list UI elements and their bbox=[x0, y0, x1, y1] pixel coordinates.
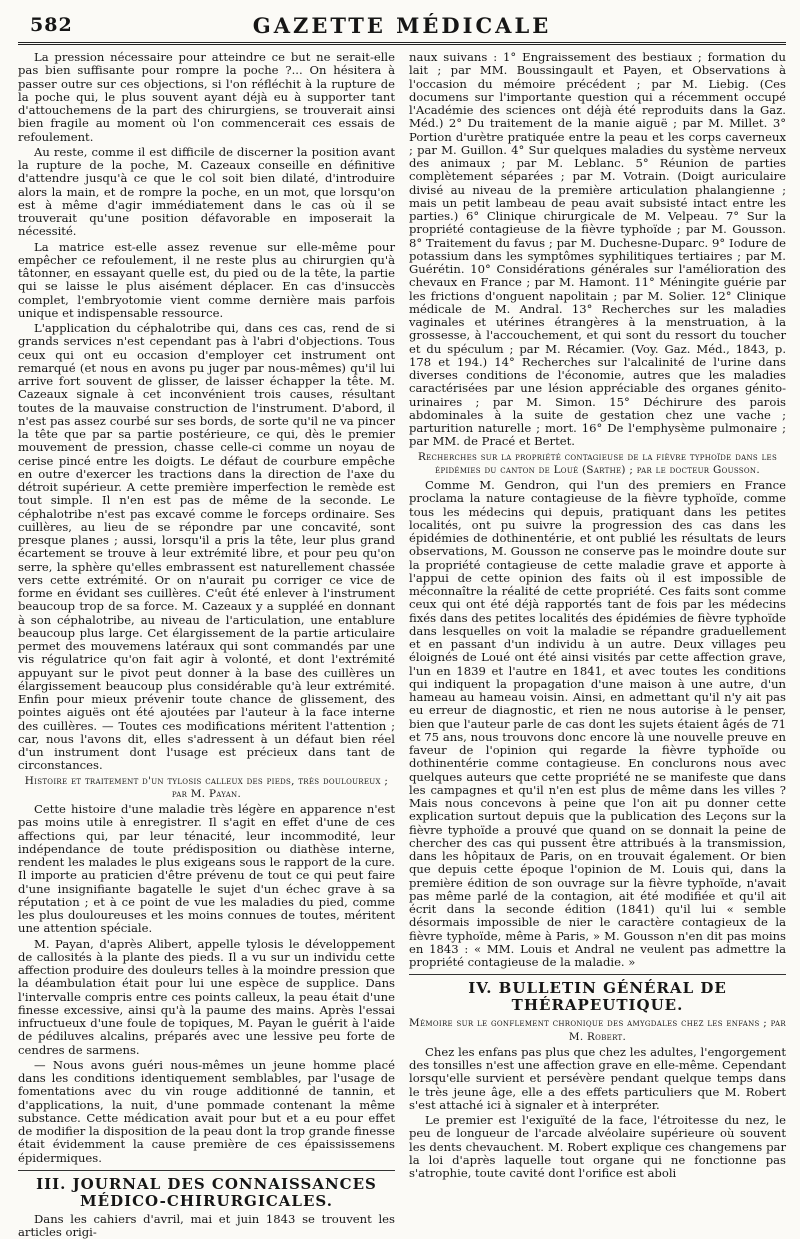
paragraph: La matrice est-elle assez revenue sur elle-même pour empêcher ce refoulement, il ne reste plus au chirurgien qu'à tâtonner, en essayant quelle est, du pied ou de la tête, la partie qui se laisse le plus aisément déplacer. En cas d'insuccès complet, l'embryotomie vient comme dernière mais parfois unique et indispensable ressource. bbox=[18, 239, 395, 320]
paragraph: — Nous avons guéri nous-mêmes un jeune homme placé dans les conditions identiquement semblables, par l'usage de fomentations avec du vin rouge additionné de tannin, et d'applications, la nuit, d'une pommade contenant la même substance. Cette médication avait pour but et a eu pour effet de modifier la disposition de la peau dont la trop grande finesse était évidemment la cause première de ces épaississemens épidermiques. bbox=[18, 1057, 395, 1165]
right-column bbox=[409, 50, 786, 1180]
paragraph: Dans les cahiers d'avril, mai et juin 1843 se trouvent les articles origi- bbox=[18, 1211, 395, 1239]
paragraph: M. Payan, d'après Alibert, appelle tylosis le développement de callosités à la plante des pieds. Il a vu sur un individu cette affection produire des douleurs telles à la moindre pression que la déambulation était pour lui une espèce de supplice. Dans l'intervalle compris entre ces points calleux, la peau était d'une finesse excessive, ainsi qu'à la paume des mains. Après l'essai infructueux d'une foule de topiques, M. Payan le guérit à l'aide de pédiluves alcalins, préparés avec une lessive peu forte de cendres de sarmens. bbox=[18, 936, 395, 1057]
paragraph: naux suivans : 1° Engraissement des bestiaux ; formation du lait ; par MM. Boussingault et Payen, et Observations à l'occasion du mémoire précédent ; par M. Liebig. (Ces documens sur l'importante question qui a récemment occupé l'Académie des sciences ont déjà été reproduits dans la Gaz. Méd.) 2° Du traitement de la manie aiguë ; par M. Millet. 3° Portion d'urètre pratiquée entre la peau et les corps caverneux ; par M. Guillon. 4° Sur quelques maladies du système nerveux des animaux ; par M. Leblanc. 5° Réunion de parties complètement séparées ; par M. Votrain. (Doigt auriculaire divisé au niveau de la première articulation phalangienne ; mais un petit lambeau de peau avait subsisté intact entre les parties.) 6° Clinique chirurgicale de M. Velpeau. 7° Sur la propriété contagieuse de la fièvre typhoïde ; par M. Gousson. 8° Traitement du favus ; par M. Duchesne-Duparc. 9° Iodure de potassium dans les symptômes syphilitiques tertiaires ; par M. Guérétin. 10° Considérations générales sur l'amélioration des chevaux en France ; par M. Hamont. 11° Méningite guérie par les frictions d'onguent napolitain ; par M. Solier. 12° Clinique médicale de M. Andral. 13° Recherches sur les maladies vaginales et utérines étrangères à la menstruation, à la grossesse, à l'accouchement, et qui sont du ressort du toucher et du spéculum ; par M. Récamier. (Voy. Gaz. Méd., 1843, p. 178 et 194.) 14° Recherches sur l'alcalinité de l'urine dans diverses conditions de l'économie, autres que les maladies caractérisées par une lésion appréciable des organes génito-urinaires ; par M. Simon. 15° Déchirure des parois abdominales à la suite de gestation chez une vache ; parturition naturelle ; mort. 16° De l'emphysème pulmonaire ; par MM. de Pracé et Bertet. bbox=[409, 50, 786, 449]
text-columns bbox=[18, 50, 786, 1239]
section-heading: III. JOURNAL DES CONNAISSANCES MÉDICO-CHIRURGICALES. bbox=[36, 1174, 377, 1210]
paragraph: La pression nécessaire pour atteindre ce but ne serait-elle pas bien suffisante pour rompre la poche ?... On hésitera à passer outre sur ces objections, si l'on réfléchit à la rupture de la poche qui, le plus souvent ayant déjà eu à supporter tant d'attouchemens de la part des chirurgiens, se trouverait ainsi bien fragile au moment où l'on commencerait ces essais de refoulement. bbox=[18, 50, 395, 144]
paragraph: Chez les enfans pas plus que chez les adultes, l'engorgement des tonsilles n'est une affection grave en elle-même. Cependant lorsqu'elle survient et persévère pendant quelque temps dans le très jeune âge, elle a des effets particuliers que M. Robert s'est attaché ici à signaler et à interpréter. bbox=[409, 1044, 786, 1112]
page-number: 582 bbox=[30, 14, 73, 36]
article-subtitle: Histoire et traitement d'un tylosis calleux des pieds, très douloureux ; par M. Payan. bbox=[24, 774, 389, 800]
paragraph: Au reste, comme il est difficile de discerner la position avant la rupture de la poche, M. Cazeaux conseille en définitive d'attendre jusqu'à ce que le col soit bien dilaté, d'introduire alors la main, et de rompre la poche, en un mot, que lorsqu'on est à même d'agir immédiatement dans le cas où il se trouverait qu'une position défavorable en imposerait la nécessité. bbox=[18, 144, 395, 239]
section-divider bbox=[18, 1170, 395, 1171]
article-subtitle: Recherches sur la propriété contagieuse de la fièvre typhoïde dans les épidémies du canton de Loué (Sarthe) ; par le docteur Gousson. bbox=[417, 450, 778, 476]
paragraph: Cette histoire d'une maladie très légère en apparence n'est pas moins utile à enregistrer. Il s'agit en effet d'une de ces affections qui, par leur ténacité, leur incommodité, leur indépendance de toute prédisposition ou diathèse interne, rendent les malades le plus exigeans sous le rapport de la cure. Il importe au praticien d'être prévenu de tout ce qui peut faire d'une insignifiante bagatelle le sujet d'un échec grave à sa réputation ; et à ce point de vue les maladies du pied, comme les plus douloureuses et les moins connues de toutes, méritent une attention spéciale. bbox=[18, 802, 395, 936]
paragraph: Comme M. Gendron, qui l'un des premiers en France proclama la nature contagieuse de la fièvre typhoïde, comme tous les médecins qui depuis, pratiquant dans les petites localités, ont pu suivre la progression des cas dans les épidémies de dothinentérie, et ont publié les résultats de leurs observations, M. Gousson ne conserve pas le moindre doute sur la propriété contagieuse de cette maladie grave et apporte à l'appui de cette opinion des faits où il est impossible de méconnaître la réalité de cette propriété. Ces faits sont comme ceux qui ont été déjà rapportés tant de fois par les médecins fixés dans des petites localités des épidémies de fièvre typhoïde dans lesquelles on voit la maladie se répandre graduellement et en passant d'un individu à un autre. Deux villages peu éloignés de Loué ont été ainsi visités par cette affection grave, l'un en 1839 et l'autre en 1841, et avec toutes les conditions qui indiquent la propagation d'une maison à une autre, d'un hameau au hameau voisin. Ainsi, en admettant qu'il n'y ait pas eu erreur de diagnostic, et rien ne nous autorise à le penser, bien que l'auteur parle de cas dont les sujets étaient âgés de 71 et 75 ans, nous trouvons donc encore là une nouvelle preuve en faveur de l'opinion qui regarde la fièvre typhoïde ou dothinentérie comme contagieuse. En conclurons nous avec quelques auteurs que cette propriété ne se manifeste que dans les campagnes et qu'il n'en est plus de même dans les villes ? Mais nous concevons à peine que l'on ait pu donner cette explication surtout depuis que la publication des Leçons sur la fièvre typhoïde a prouvé que quand on se donnait la peine de chercher des cas qui pussent être attribués à la transmission, dans les hôpitaux de Paris, on en trouvait également. Or bien que depuis cette époque l'opinion de M. Louis qui, dans la première édition de son ouvrage sur la fièvre typhoïde, n'avait pas même parlé de la contagion, ait été modifiée et qu'il ait écrit dans la seconde édition (1841) qu'il lui « semble désormais impossible de nier le caractère contagieux de la fièvre typhoïde, même à Paris, » M. Gousson n'en dit pas moins en 1843 : « MM. Louis et Andral ne veulent pas admettre la propriété contagieuse de la maladie. » bbox=[409, 478, 786, 969]
paragraph: L'application du céphalotribe qui, dans ces cas, rend de si grands services n'est cependant pas à l'abri d'objections. Tous ceux qui ont eu occasion d'employer cet instrument ont remarqué (et nous en avons pu juger par nous-mêmes) qu'il lui arrive fort souvent de glisser, de laisser échapper la tête. M. Cazeaux signale à cet inconvénient trois causes, résultant toutes de la mauvaise construction de l'instrument. D'abord, il n'est pas assez courbé sur ses bords, de sorte qu'il ne va pincer la tête que par sa partie postérieure, ce qui, dès le premier mouvement de pression, chasse celle-ci comme un noyau de cerise pincé entre les doigts. Le défaut de courbure empêche en outre d'exercer les tractions dans la direction de l'axe du détroit supérieur. A cette première imperfection le remède est tout simple. Il n'en est pas de même de la seconde. Le céphalotribe n'est pas excavé comme le forceps ordinaire. Ses cuillères, au lieu de se répondre par une concavité, sont presque planes ; aussi, lorsqu'il a pris la tête, leur plus grand écartement se trouve à leur extrémité libre, et pour peu qu'on serre, la sphère qu'elles embrassent est naturellement chassée vers cette extrémité. Or on n'aurait pu corriger ce vice de forme en évidant ses cuillères. C'eût été enlever à l'instrument beaucoup trop de sa force. M. Cazeaux y a suppléé en donnant à son céphalotribe, au niveau de l'articulation, une entablure beaucoup plus large. Cet élargissement de la partie articulaire permet des mouvemens latéraux qui sont commandés par une vis régulatrice qu'on fait agir à volonté, et dont l'extrémité appuyant sur le pivot peut donner à la base des cuillères un élargissement beaucoup plus considérable qu'à leur extrémité. Enfin pour mieux prévenir toute chance de glissement, des pointes aiguës ont été ajoutées par l'auteur à la face interne des cuillères. — Toutes ces modifications méritent l'attention ; car, nous l'avons dit, elles s'adressent à un défaut bien réel d'un instrument dont l'usage est précieux dans tant de circonstances. bbox=[18, 321, 395, 773]
section-heading: IV. BULLETIN GÉNÉRAL DE THÉRAPEUTIQUE. bbox=[468, 979, 727, 1015]
left-column bbox=[18, 50, 395, 1239]
article-subtitle: Mémoire sur le gonflement chronique des amygdales chez les enfans ; par M. Robert. bbox=[409, 1017, 786, 1043]
section-divider bbox=[409, 974, 786, 975]
page-header bbox=[18, 10, 786, 45]
paragraph: Le premier est l'exiguïté de la face, l'étroitesse du nez, le peu de longueur de l'arcade alvéolaire supérieure où souvent les dents chevauchent. M. Robert explique ces changemens par la loi d'après laquelle tout organe qui ne fonctionne pas s'atrophie, toute cavité dont l'orifice est aboli bbox=[409, 1113, 786, 1180]
journal-title: GAZETTE MÉDICALE bbox=[252, 13, 552, 38]
